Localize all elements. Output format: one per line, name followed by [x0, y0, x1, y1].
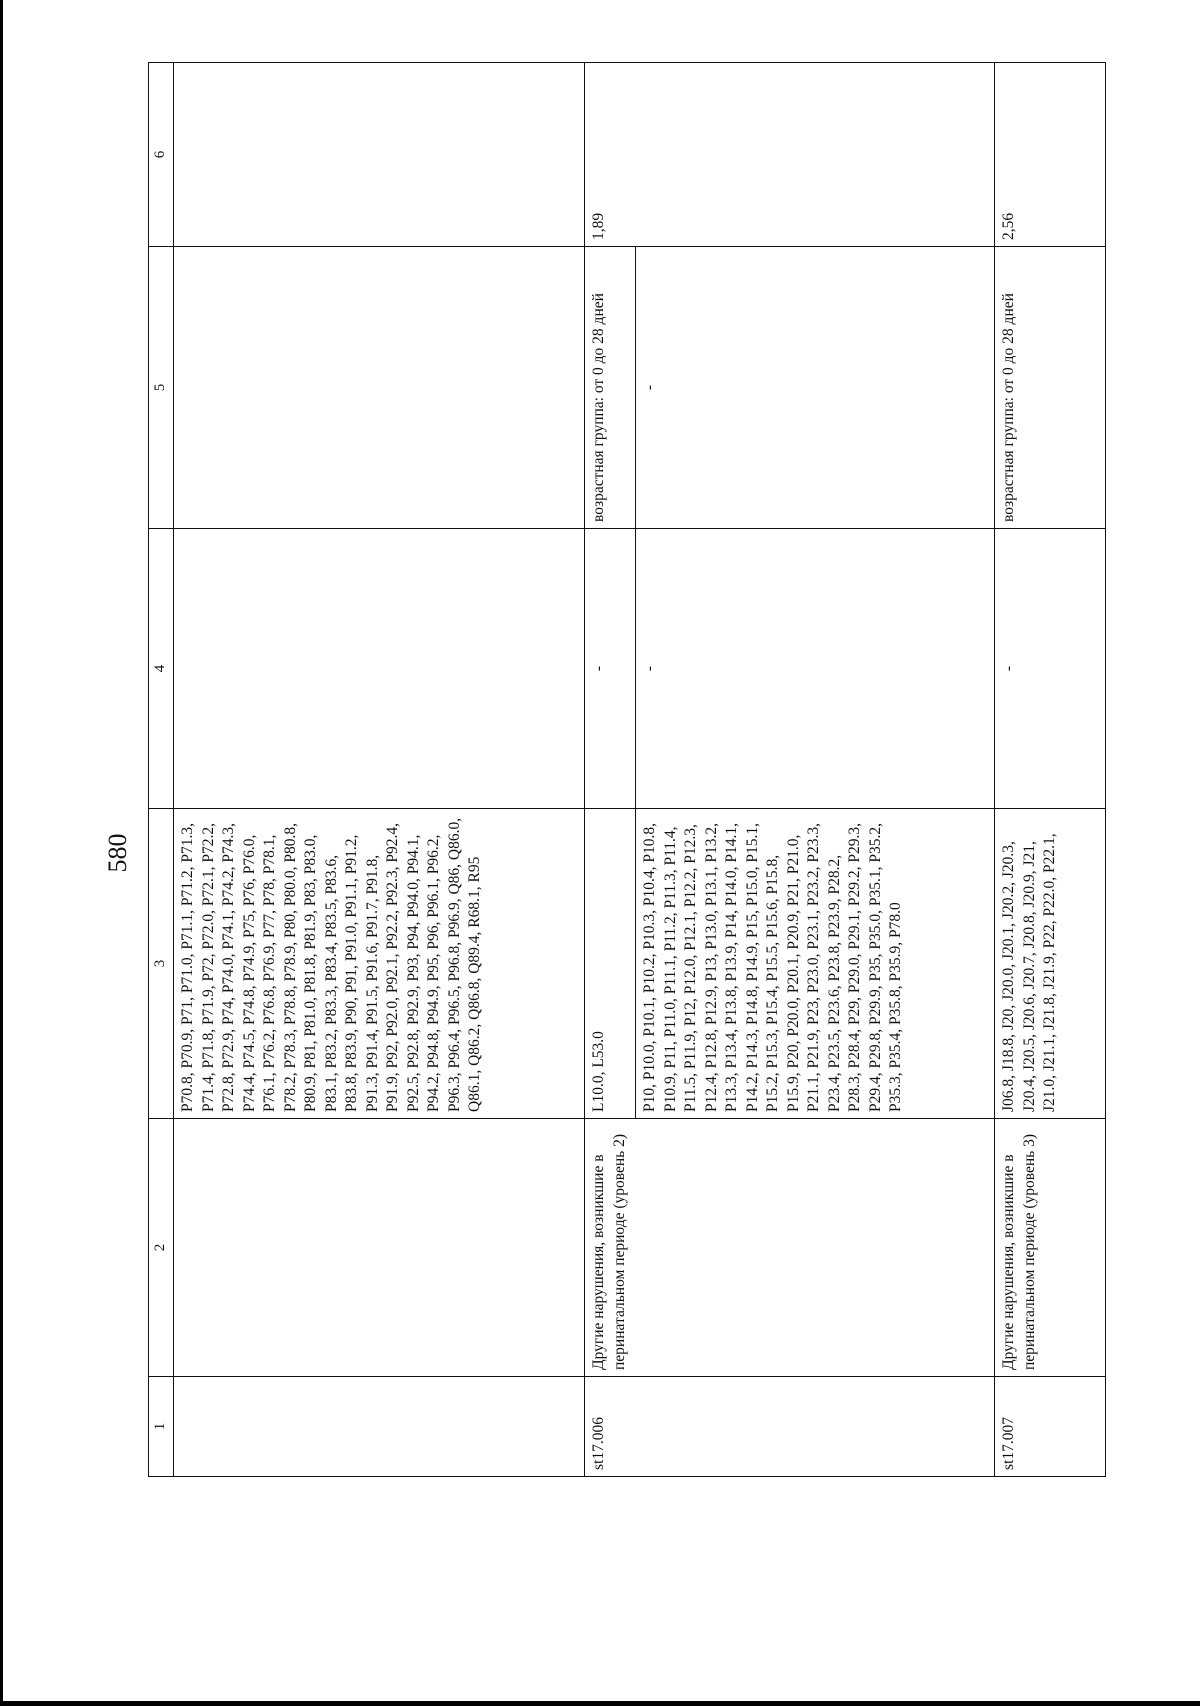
- header-col-6: 6: [149, 63, 174, 247]
- cell-icd-codes: P10, P10.0, P10.1, P10.2, P10.3, P10.4, P10.8, P10.9, P11, P11.0, P11.1, P11.2, P11.3, P11.4, P11.5, P11.9, P12, P12.0, P12.1, P12.2, P12.3, P12.4, P12.8, P12.9, P13, P13.0, P13.1, P13.2, P13.3, P13.4, P13.8, P13.9, P14, P14.0, P14.1, P14.2, P14.3, P14.8, P14.9, P15, P15.0, P15.1, P15.2, P15.3, P15.4, P15.5, P15.6, P15.8, P15.9, P20, P20.0, P20.1, P20.9, P21, P21.0, P21.1, P21.9, P23, P23.0, P23.1, P23.2, P23.3, P23.4, P23.5, P23.6, P23.8, P23.9, P28.2, P28.3, P28.4, P29, P29.0, P29.1, P29.2, P29.3, P29.4, P29.8, P29.9, P35, P35.0, P35.1, P35.2, P35.3, P35.4, P35.8, P35.9, P78.0: [636, 809, 995, 1119]
- cell-code: st17.007: [995, 1377, 1106, 1477]
- header-col-2: 2: [149, 1119, 174, 1377]
- table-row-continuation: [174, 63, 585, 1477]
- cell-coefficient: 1,89: [585, 63, 995, 247]
- table-row-st17-007: [995, 63, 1106, 1477]
- header-col-4: 4: [149, 529, 174, 809]
- cell-code: [174, 1377, 585, 1477]
- cell-age-group: возрастная группа: от 0 до 28 дней: [995, 247, 1106, 529]
- cell-name: Другие нарушения, возникшие в перинатальном периоде (уровень 2): [585, 1119, 995, 1377]
- scan-frame-bottom: [0, 1701, 1200, 1706]
- cell-col5: -: [636, 247, 995, 529]
- cell-coefficient: 2,56: [995, 63, 1106, 247]
- cell-coefficient: [174, 63, 585, 247]
- rotated-table-container: [148, 63, 1098, 1477]
- table-row-st17-006: [585, 63, 636, 1477]
- tariff-table: [148, 62, 1106, 1477]
- cell-col4: [174, 529, 585, 809]
- page-number: 580: [103, 833, 132, 873]
- cell-name: Другие нарушения, возникшие в перинатальном периоде (уровень 3): [995, 1119, 1106, 1377]
- cell-code: st17.006: [585, 1377, 995, 1477]
- cell-age-group: возрастная группа: от 0 до 28 дней: [585, 247, 636, 529]
- scan-frame-left: [0, 0, 3, 1706]
- header-col-1: 1: [149, 1377, 174, 1477]
- header-col-5: 5: [149, 247, 174, 529]
- cell-col4: -: [585, 529, 636, 809]
- cell-col4: -: [636, 529, 995, 809]
- header-row: [149, 63, 174, 1477]
- cell-name: [174, 1119, 585, 1377]
- cell-col5: [174, 247, 585, 529]
- cell-col4: -: [995, 529, 1106, 809]
- cell-icd-codes: L10.0, L53.0: [585, 809, 636, 1119]
- cell-icd-codes: J06.8, J18.8, J20, J20.0, J20.1, J20.2, J20.3, J20.4, J20.5, J20.6, J20.7, J20.8, J20.9, J21, J21.0, J21.1, J21.8, J21.9, P22, P22.0, P22.1,: [995, 809, 1106, 1119]
- cell-icd-codes: P70.8, P70.9, P71, P71.0, P71.1, P71.2, P71.3, P71.4, P71.8, P71.9, P72, P72.0, P72.1, P72.2, P72.8, P72.9, P74, P74.0, P74.1, P74.2, P74.3, P74.4, P74.5, P74.8, P74.9, P75, P76, P76.0, P76.1, P76.2, P76.8, P76.9, P77, P78, P78.1, P78.2, P78.3, P78.8, P78.9, P80, P80.0, P80.8, P80.9, P81, P81.0, P81.8, P81.9, P83, P83.0, P83.1, P83.2, P83.3, P83.4, P83.5, P83.6, P83.8, P83.9, P90, P91, P91.0, P91.1, P91.2, P91.3, P91.4, P91.5, P91.6, P91.7, P91.8, P91.9, P92, P92.0, P92.1, P92.2, P92.3, P92.4, P92.5, P92.8, P92.9, P93, P94, P94.0, P94.1, P94.2, P94.8, P94.9, P95, P96, P96.1, P96.2, P96.3, P96.4, P96.5, P96.8, P96.9, Q86, Q86.0, Q86.1, Q86.2, Q86.8, Q89.4, R68.1, R95: [174, 809, 585, 1119]
- header-col-3: 3: [149, 809, 174, 1119]
